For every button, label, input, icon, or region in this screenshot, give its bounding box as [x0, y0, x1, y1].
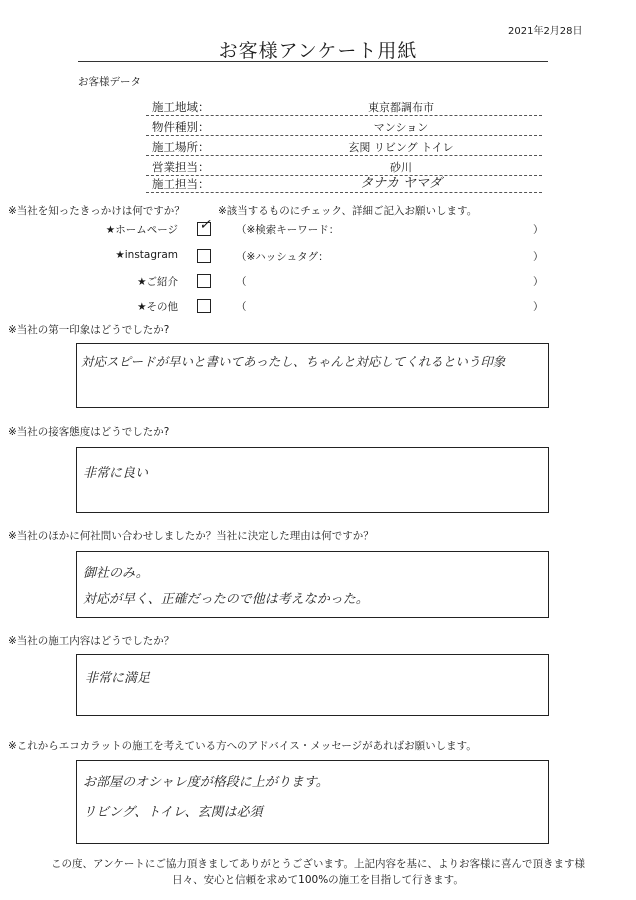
q2-question: ※当社の第一印象はどうでしたか?: [8, 324, 170, 336]
checkbox-instagram[interactable]: [197, 249, 211, 263]
title-underline: [78, 61, 548, 62]
data-value: マンション: [373, 121, 429, 134]
customer-data-row: [146, 174, 542, 193]
q6-answer-line: リビング、トイレ、玄関は必須: [83, 805, 263, 820]
q3-answer-text: 非常に良い: [83, 466, 149, 481]
q5-answer-text: 非常に満足: [85, 671, 151, 686]
data-value: 玄関 リビング トイレ: [348, 141, 454, 154]
data-value: 砂川: [390, 161, 412, 174]
option-detail: （※ハッシュタグ：: [236, 251, 329, 263]
customer-data-row: [146, 117, 542, 136]
q4-answer-line: 御社のみ。: [83, 566, 149, 581]
customer-data-heading: お客様データ: [78, 76, 141, 88]
option-label-instagram: ★instagram: [115, 249, 178, 261]
footer-line: 日々、安心と信頼を求めて100%の施工を目指して行きます。: [172, 874, 464, 886]
option-label-other: ★その他: [137, 301, 178, 313]
option-close: ）: [533, 276, 544, 288]
q6-answer-box[interactable]: [76, 760, 549, 844]
q5-question: ※当社の施工内容はどうでしたか？: [8, 635, 175, 647]
q2-answer-box[interactable]: [76, 343, 549, 408]
option-close: ）: [533, 224, 544, 236]
data-value: 東京都調布市: [368, 101, 434, 114]
q6-question: ※これからエコカラットの施工を考えている方へのアドバイス・メッセージがあればお願いします。: [8, 740, 477, 752]
page-title: お客様アンケート用紙: [218, 40, 418, 62]
option-detail: （: [236, 301, 247, 313]
option-label-referral: ★ご紹介: [137, 276, 178, 288]
data-key: 施工担当：: [152, 177, 210, 191]
customer-data-row: [146, 137, 542, 156]
q4-answer-box[interactable]: [76, 551, 549, 618]
customer-data-row: [146, 97, 542, 116]
q1-question: ※当社を知ったきっかけは何ですか？: [8, 205, 185, 217]
q3-answer-box[interactable]: [76, 447, 549, 513]
footer-line: この度、アンケートにご協力頂きましてありがとうございます。上記内容を基に、よりお客様に喜んで頂きます様: [50, 858, 586, 870]
data-key: 物件種別：: [152, 120, 210, 134]
data-value-handwritten: タナカ ヤマダ: [360, 176, 442, 191]
checkbox-referral[interactable]: [197, 274, 211, 288]
data-key: 施工場所：: [152, 140, 210, 154]
option-close: ）: [533, 301, 544, 313]
data-key: 施工地域：: [152, 100, 210, 114]
q5-answer-box[interactable]: [76, 654, 549, 716]
checkbox-other[interactable]: [197, 299, 211, 313]
option-label-homepage: ★ホームページ: [105, 224, 178, 236]
q6-answer-line: お部屋のオシャレ度が格段に上がります。: [83, 775, 329, 790]
q4-question: ※当社のほかに何社問い合わせしましたか？当社に決定した理由は何ですか？: [8, 530, 374, 542]
option-close: ）: [533, 251, 544, 263]
data-key: 営業担当：: [152, 160, 210, 174]
q2-answer-text: 対応スピードが早いと書いてあったし、ちゃんと対応してくれるという印象: [81, 354, 506, 369]
checkbox-homepage[interactable]: [197, 217, 211, 236]
option-detail: （: [236, 276, 247, 288]
q4-answer-line: 対応が早く、正確だったので他は考えなかった。: [83, 592, 369, 607]
survey-date: 2021年2月28日: [508, 26, 583, 37]
q3-question: ※当社の接客態度はどうでしたか?: [8, 426, 170, 438]
option-detail: （※検索キーワード：: [236, 224, 340, 236]
q1-instruction: ※該当するものにチェック、詳細ご記入お願いします。: [218, 205, 478, 217]
check-mark-icon: ✓: [199, 217, 211, 233]
